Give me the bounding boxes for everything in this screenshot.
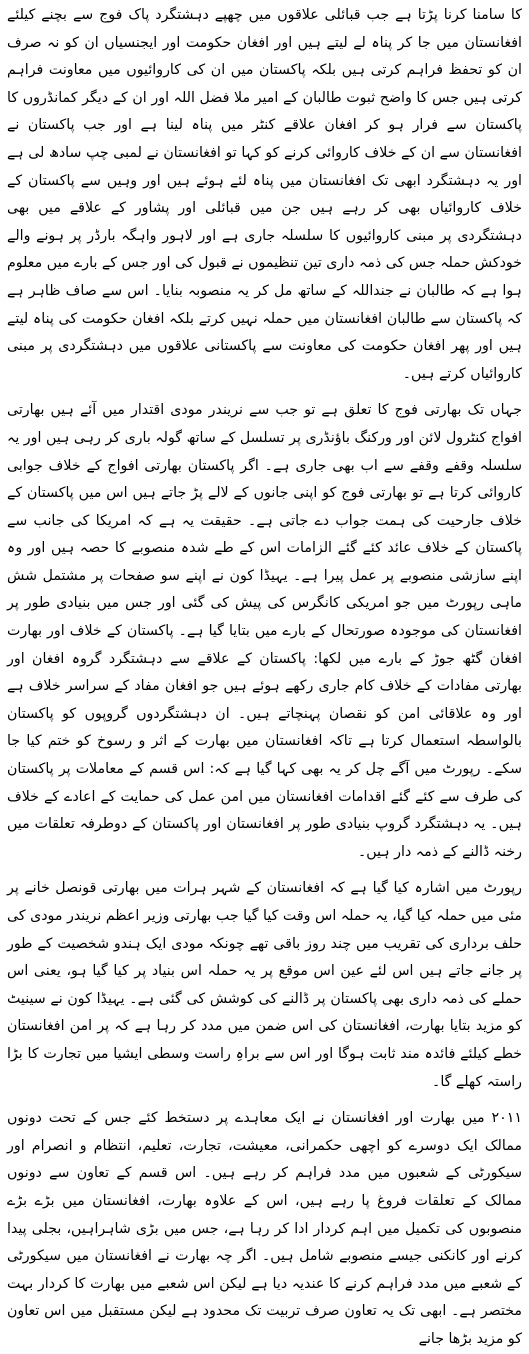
article-paragraph-1: کا سامنا کرنا پڑتا ہے جب قبائلی علاقوں میں چھپے دہشتگرد پاک فوج سے بچنے کیلئے افغانستان میں جا کر پناہ لے لیتے ہیں اور افغان حکومت اور ایجنسیاں ان کو نہ صرف ان کو تحفظ فراہم کرتی ہیں بلکہ پاکستان میں ان کی کاروائیوں میں معاونت فراہم کرتی ہیں جس کا واضح ثبوت طالبان کے امیر ملا فضل اللہ اور ان کے دیگر کمانڈروں کا پاکستان سے فرار ہو کر افغان علاقے کنٹر میں پناہ لینا ہے اور جب پاکستان نے افغانستان سے ان کے خلاف کاروائی کرنے کو کہا تو افغانستان نے لمبی چپ سادھ لی ہے اور یہ دہشتگرد ابھی تک افغانستان میں پناہ لئے ہوئے ہیں اور وہیں سے پاکستان کے خلاف کاروائیاں بھی کر رہے ہیں جن میں قبائلی اور پشاور کے علاقے میں بھی دہشتگردی پر مبنی کاروائیوں کا سلسلہ جاری ہے اور لاہور واہگہ بارڈر پر ہونے والے خودکش حملہ جس کی ذمہ داری تین تنظیموں نے قبول کی اور جس کے بارے میں معلوم ہوا ہے کہ طالبان نے جنداللہ کے ساتھ مل کر یہ منصوبہ بنایا۔ اس سے صاف ظاہر ہے کہ پاکستان سے طالبان افغانستان میں حملہ نہیں کرتے بلکہ افغان حکومت کی پناہ لیتے ہیں اور پھر افغان حکومت کی معاونت سے پاکستانی علاقوں میں دہشتگردی پر مبنی کاروائیاں کرتے ہیں۔: [7, 7, 522, 382]
article-paragraph-2: جہاں تک بھارتی فوج کا تعلق ہے تو جب سے نریندر مودی اقتدار میں آئے ہیں بھارتی افواج کنٹرول لائن اور ورکنگ باؤنڈری پر تسلسل کے ساتھ گولہ باری کر رہی ہیں اور یہ سلسلہ وقفے وقفے سے اب بھی جاری ہے۔ اگر پاکستان بھارتی افواج کے خلاف جوابی کاروائی کرتا ہے تو بھارتی فوج کو اپنی جانوں کے لالے پڑ جاتے ہیں اس میں پاکستان کے خلاف جارحیت کی ہمت جواب دے جاتی ہے۔ حقیقت یہ ہے کہ امریکا کی جانب سے پاکستان کے خلاف عائد کئے گئے الزامات اس کے طے شدہ منصوبے کا حصہ ہیں اور وہ اپنے سازشی منصوبے پر عمل پیرا ہے۔ یہیڈا کون نے اپنے سو صفحات پر مشتمل شش ماہی رپورٹ میں جو امریکی کانگرس کی پیش کی گئی اور جس میں بنیادی طور پر افغانستان کی موجودہ صورتحال کے بارے میں بتایا گیا ہے۔ پاکستان کے خلاف اور بھارت افغان گٹھ جوڑ کے بارے میں لکھا: پاکستان کے علاقے سے دہشتگرد گروہ افغان اور بھارتی مفادات کے خلاف کام جاری رکھے ہوئے ہیں جو افغان مفاد کے سراسر خلاف ہے اور وہ علاقائی امن کو نقصان پہنچاتے ہیں۔ ان دہشتگردوں گروپوں کو پاکستان بالواسطہ استعمال کرتا ہے تاکہ افغانستان میں بھارت کے اثر و رسوخ کو ختم کیا جا سکے۔ رپورٹ میں آگے چل کر یہ بھی کہا گیا ہے کہ: اس قسم کے معاملات پر پاکستان کی طرف سے کئے گئے اقدامات افغانستان میں امن عمل کی حمایت کے اعادے کے خلاف ہیں۔ یہ دہشتگرد گروپ بنیادی طور پر افغانستان اور پاکستان کے دوطرفہ تعلقات میں رخنہ ڈالنے کے ذمہ دار ہیں۔: [7, 402, 522, 860]
article-paragraph-4: ۲۰۱۱ میں بھارت اور افغانستان نے ایک معاہدے پر دستخط کئے جس کے تحت دونوں ممالک ایک دوسرے کو اچھی حکمرانی، معیشت، تجارت، تعلیم، انتظام و انصرام اور سیکورٹی کے شعبوں میں مدد فراہم کر رہے ہیں۔ اس قسم کے تعاون سے دونوں ممالک کے تعلقات فروغ پا رہے ہیں، اس کے علاوہ بھارت، افغانستان میں بڑے بڑے منصوبوں کی تکمیل میں اہم کردار ادا کر رہا ہے، جس میں بڑی شاہراہیں، بجلی پیدا کرنے اور کانکنی جیسے منصوبے شامل ہیں۔ اگر چہ بھارت نے افغانستان میں سیکورٹی کے شعبے میں مدد فراہم کرنے کا عندیہ دیا ہے لیکن اس شعبے میں بھارت کا کردار بہت مختصر ہے۔ ابھی تک یہ تعاون صرف تربیت تک محدود ہے لیکن مستقبل میں اس تعاون کو مزید بڑھا جانے: [7, 1110, 522, 1347]
article-paragraph-3: رپورٹ میں اشارہ کیا گیا ہے کہ افغانستان کے شہر ہرات میں بھارتی قونصل خانے پر مئی میں حملہ کیا گیا، یہ حملہ اس وقت کیا گیا جب بھارتی وزیر اعظم نریندر مودی کی حلف برداری کی تقریب میں چند روز باقی تھے چونکہ مودی ایک ہندو شخصیت کے طور پر جانے جاتے ہیں اس لئے عین اس موقع پر یہ حملہ اس بنیاد پر کیا گیا ہو، یعنی اس حملے کی ذمہ داری بھی پاکستان پر ڈالنے کی کوشش کی گئی ہے۔ یہیڈا کون نے سینیٹ کو مزید بتایا بھارت، افغانستان کی اس ضمن میں مدد کر رہا ہے کہ پر امن افغانستان خطے کیلئے فائدہ مند ثابت ہوگا اور اس سے براہِ راست وسطی ایشیا میں تجارت کا بڑا راستہ کھلے گا۔: [7, 880, 522, 1090]
